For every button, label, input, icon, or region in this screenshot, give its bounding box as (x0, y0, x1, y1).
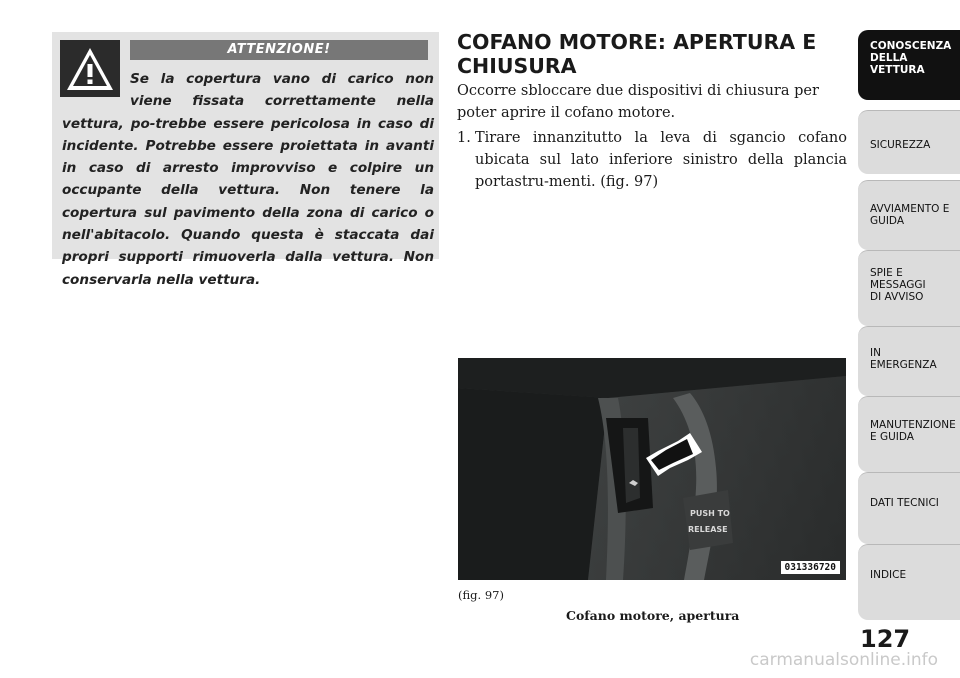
page-number: 127 (860, 625, 911, 653)
warning-box (52, 32, 439, 288)
hood-release-photo (458, 358, 846, 580)
tab-label: SICUREZZA (870, 139, 931, 151)
tab-label: DATI TECNICI (870, 497, 939, 509)
tab-in-emergenza[interactable] (858, 326, 960, 396)
section-title: COFANO MOTORE: APERTURA E CHIUSURA (457, 30, 817, 78)
figure-code: 031336720 (781, 561, 840, 574)
tab-label: IN EMERGENZA (870, 347, 937, 371)
tab-sicurezza[interactable] (858, 110, 960, 174)
tab-avviamento-e-guida[interactable] (858, 180, 960, 250)
figure-label-line1: PUSH TO (690, 509, 730, 518)
watermark: carmanualsonline.info (749, 650, 938, 670)
step-text: Tirare innanzitutto la leva di sgancio cofano ubicata sul lato inferiore sinistro della plancia portastru-menti. (fig. 97) (475, 130, 847, 190)
tab-indice[interactable] (858, 544, 960, 620)
tab-label: CONOSCENZA DELLA VETTURA (870, 40, 952, 76)
tab-label: MANUTENZIONE E GUIDA (870, 419, 956, 443)
figure-label-line2: RELEASE (688, 525, 728, 534)
step-number: 1. (457, 130, 471, 146)
warning-text (62, 68, 434, 291)
warning-header: ATTENZIONE! (130, 40, 428, 60)
intro-paragraph: Occorre sbloccare due dispositivi di chiusura per poter aprire il cofano motore. (457, 83, 819, 121)
figure-image (458, 358, 846, 580)
figure-reference: (fig. 97) (458, 588, 504, 602)
tab-dati-tecnici[interactable] (858, 472, 960, 544)
tab-spie-e-messaggi[interactable] (858, 250, 960, 326)
warning-text-body: Se la copertura vano di carico non viene fissata correttamente nella vettura, po-trebbe essere pericolosa in caso di incidente. Potrebbe essere proiettata in avanti in caso di arresto improvviso e colpire un occupante della vettura. Non tenere la copertura sul pavimento della zona di carico o nell'abitacolo. Quando questa è staccata dai propri supporti rimuoverla dalla vettura. Non conservarla nella vettura. (62, 71, 434, 288)
tab-label: INDICE (870, 569, 907, 581)
figure-caption: Cofano motore, apertura (566, 608, 740, 623)
tab-conoscenza-della-vettura[interactable] (858, 30, 960, 100)
step-item (457, 127, 847, 193)
tab-label: SPIE E MESSAGGI DI AVVISO (870, 267, 926, 303)
tab-manutenzione-e-guida[interactable] (858, 396, 960, 472)
tab-label: AVVIAMENTO E GUIDA (870, 203, 950, 227)
